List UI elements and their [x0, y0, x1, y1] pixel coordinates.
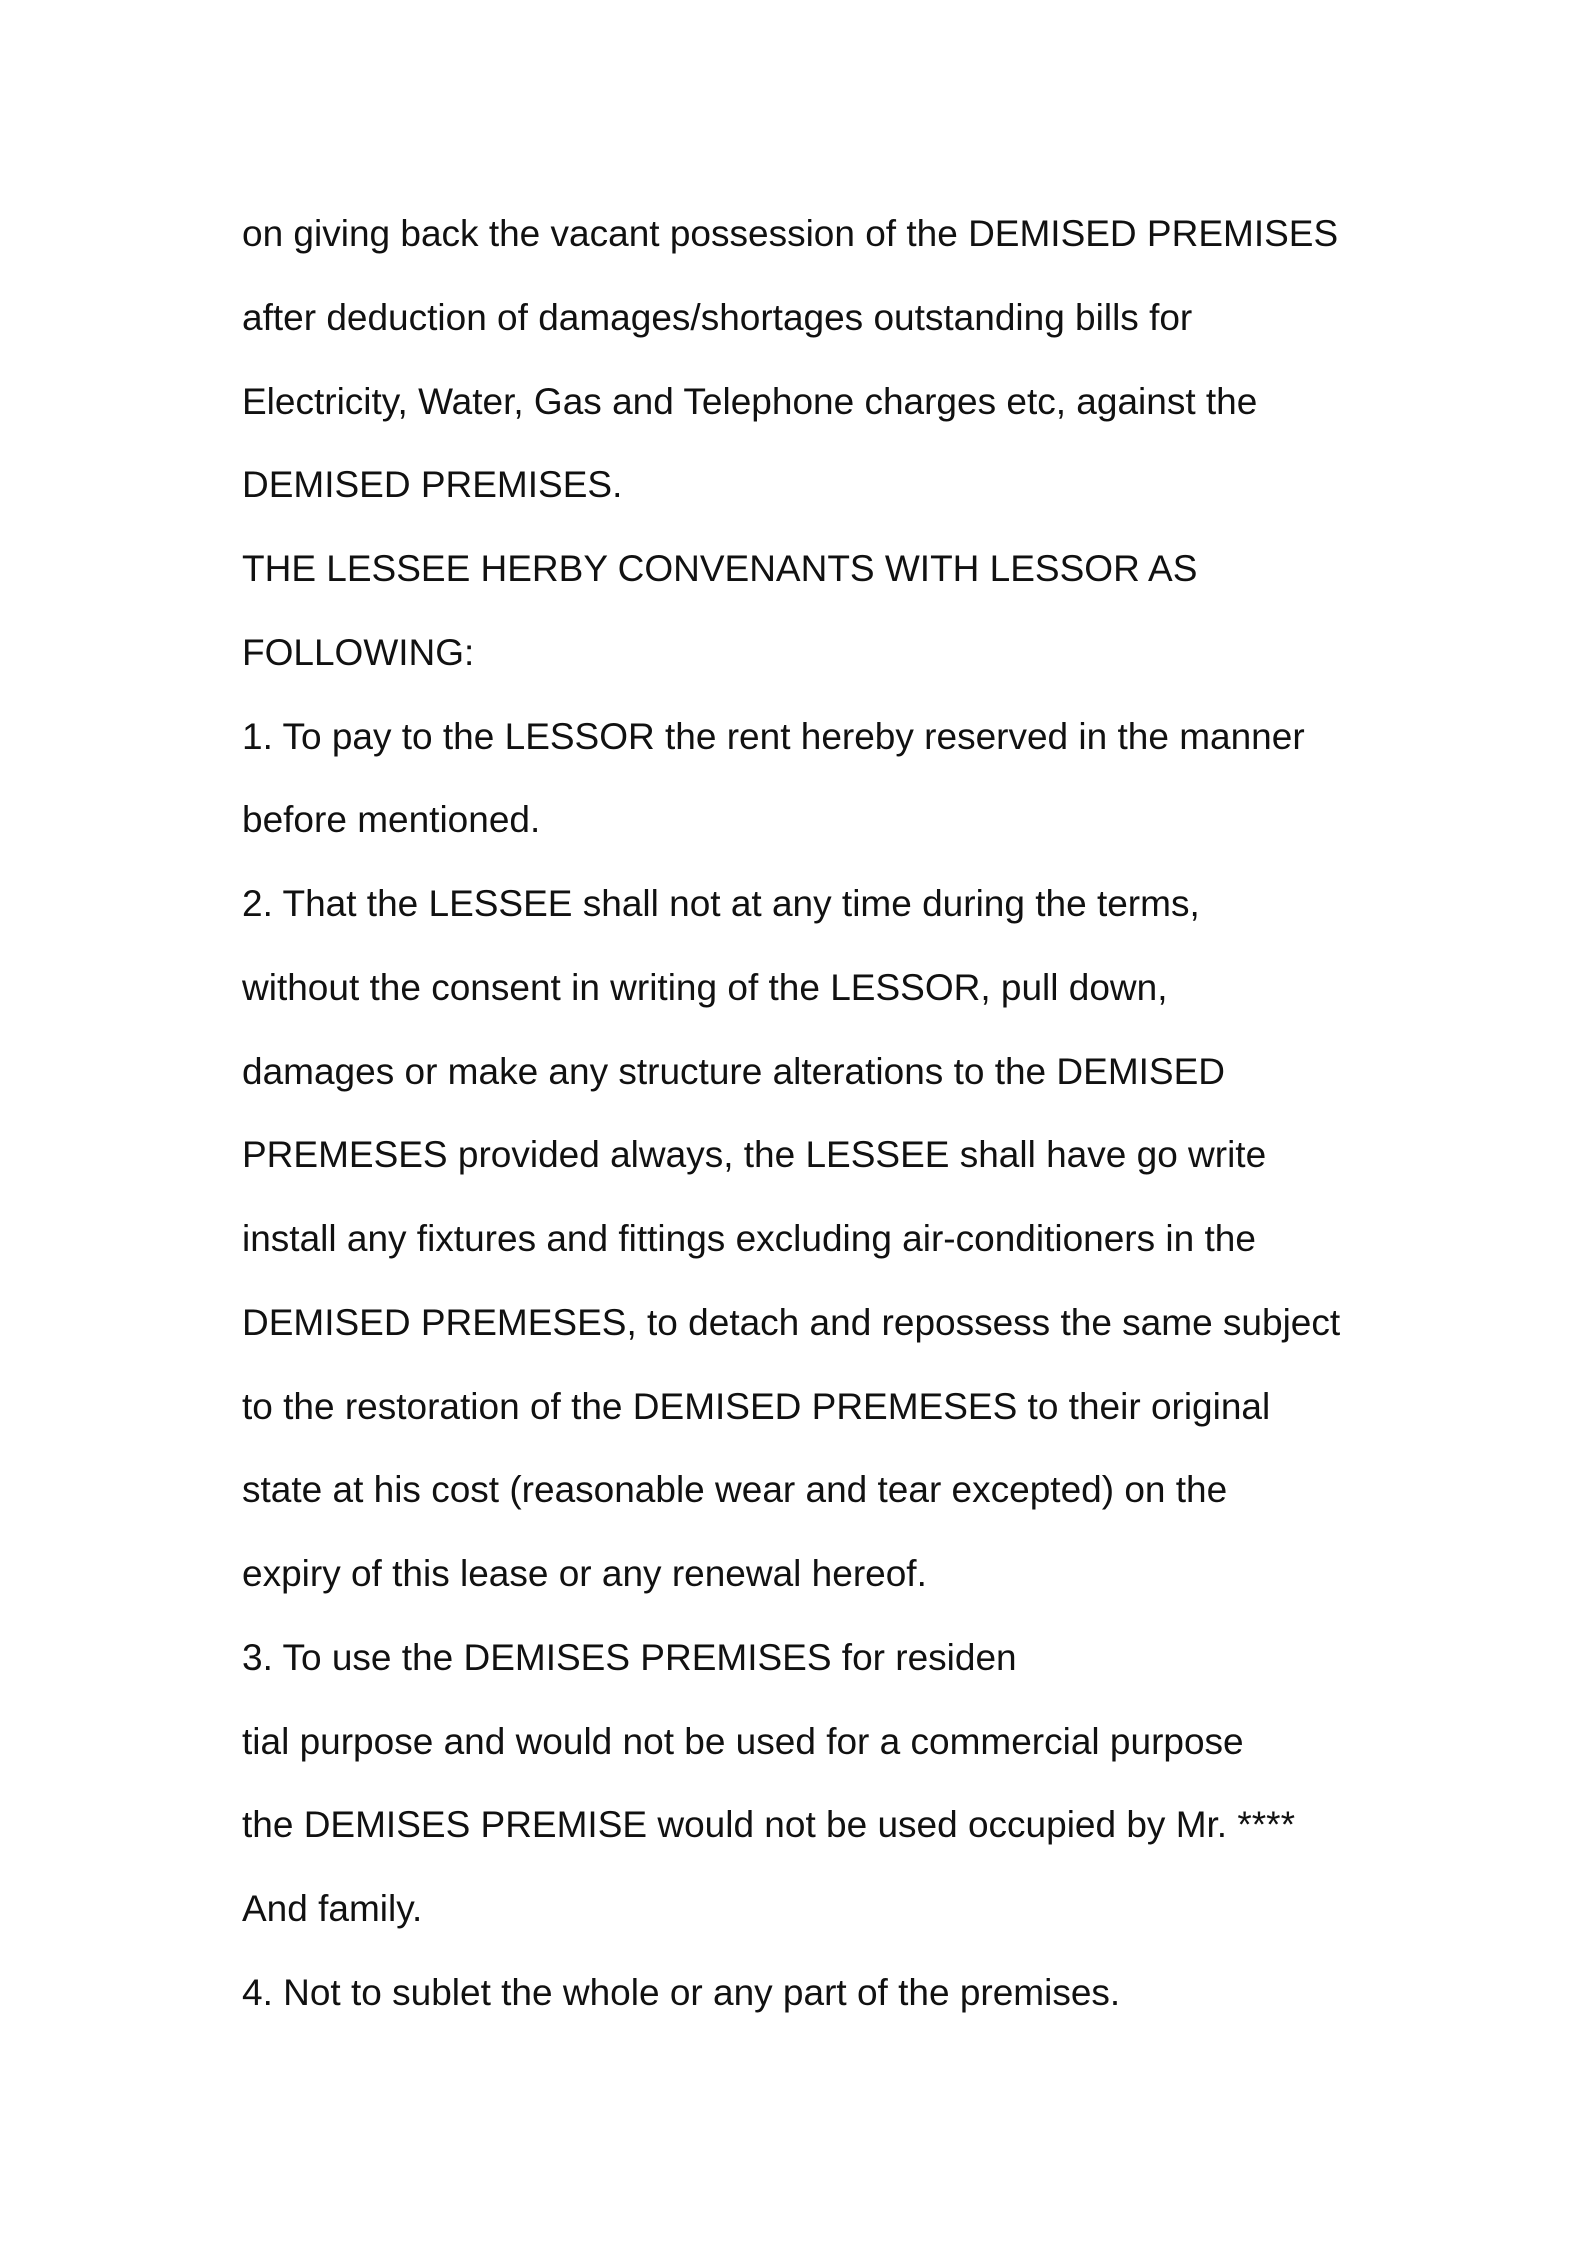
clause-2-line: expiry of this lease or any renewal hereof. [242, 1553, 927, 1594]
text-line: Electricity, Water, Gas and Telephone charges etc, against the [242, 380, 1258, 422]
text-line: on giving back the vacant possession of the DEMISED PREMISES [242, 213, 1339, 254]
clause-2-line: without the consent in writing of the LESSOR, pull down, [242, 966, 1168, 1008]
clause-3-line: And family. [242, 1888, 423, 1929]
clause-2-line: install any fixtures and fittings excluding air-conditioners in the [242, 1218, 1256, 1259]
covenants-heading-line: THE LESSEE HERBY CONVENANTS WITH LESSOR AS [242, 548, 1198, 589]
lease-text-body [242, 192, 1382, 2035]
clause-3-line: tial purpose and would not be used for a commercial purpose [242, 1720, 1244, 1762]
clause-3-line: 3. To use the DEMISES PREMISES for residen [242, 1636, 1017, 1678]
clause-1-line: 1. To pay to the LESSOR the rent hereby reserved in the manner [242, 715, 1305, 757]
text-line: after deduction of damages/shortages outstanding bills for [242, 296, 1193, 338]
clause-2-line: to the restoration of the DEMISED PREMESES to their original [242, 1385, 1271, 1427]
clause-1-line: before mentioned. [242, 799, 541, 841]
clause-4-line: 4. Not to sublet the whole or any part of the premises. [242, 1971, 1121, 2013]
clause-2-line: state at his cost (reasonable wear and tear excepted) on the [242, 1469, 1228, 1511]
clause-2-line: 2. That the LESSEE shall not at any time during the terms, [242, 883, 1200, 924]
text-line: DEMISED PREMISES. [242, 464, 623, 506]
clause-3-line: the DEMISES PREMISE would not be used occupied by Mr. **** [242, 1804, 1295, 1846]
covenants-heading-line: FOLLOWING: [242, 631, 475, 673]
clause-2-line: damages or make any structure alterations to the DEMISED [242, 1050, 1225, 1092]
clause-2-line: PREMESES provided always, the LESSEE shall have go write [242, 1134, 1267, 1176]
clause-2-line: DEMISED PREMESES, to detach and repossess the same subject [242, 1301, 1341, 1343]
